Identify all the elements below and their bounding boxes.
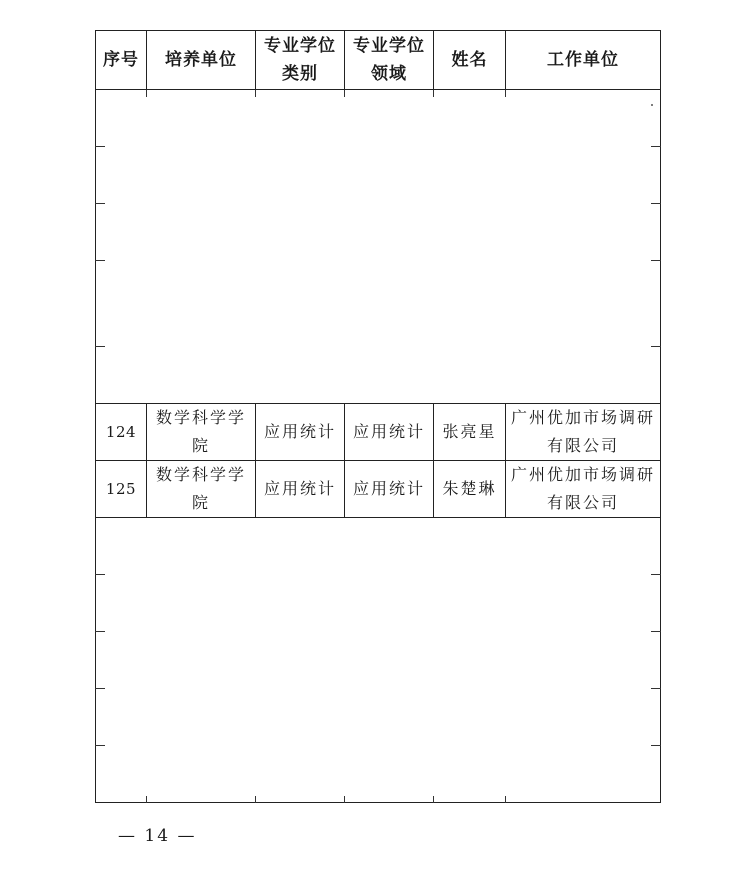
col-stub (505, 90, 506, 97)
row-tick (95, 688, 105, 689)
table-row-125-workplace (506, 461, 660, 517)
col-stub (255, 796, 256, 803)
col-stub (146, 796, 147, 803)
table-row-124-workplace (506, 404, 660, 460)
table-row-125-category (256, 461, 344, 517)
table-row-125-field (345, 461, 433, 517)
col-stub (146, 90, 147, 97)
col-stub (433, 90, 434, 97)
header-name-label: 姓名 (451, 50, 488, 70)
row-tick (651, 631, 661, 632)
header-field-line1: 专业学位 (353, 36, 425, 56)
row-workplace-line2: 有限公司 (546, 436, 619, 455)
header-field (345, 31, 433, 89)
header-workplace-label: 工作单位 (547, 50, 619, 70)
row-seq-value: 125 (105, 480, 137, 498)
header-field-line2: 领域 (371, 64, 407, 84)
row-seq-value: 124 (105, 423, 137, 441)
table-row-124-unit (147, 404, 255, 460)
col-stub (344, 90, 345, 97)
row-workplace-line2: 有限公司 (546, 493, 619, 512)
row-field-value: 应用统计 (352, 479, 425, 498)
header-bottom-rule (95, 89, 661, 90)
col-stub (255, 90, 256, 97)
header-category (256, 31, 344, 89)
table-row-125-seq (96, 461, 146, 517)
header-seq-label: 序号 (103, 50, 139, 70)
row-tick (95, 146, 105, 147)
row-unit-line1: 数学科学学 (155, 465, 246, 484)
row-tick (95, 574, 105, 575)
row-unit-line2: 院 (191, 436, 210, 455)
table-row-124-seq (96, 404, 146, 460)
col-stub (344, 796, 345, 803)
row-name-value: 朱楚琳 (442, 479, 497, 498)
table-row-124-field (345, 404, 433, 460)
table-row-124-category (256, 404, 344, 460)
row-category-value: 应用统计 (263, 422, 336, 441)
row-unit-line2: 院 (191, 493, 210, 512)
row-tick (95, 203, 105, 204)
table-row-125-unit (147, 461, 255, 517)
row-tick (95, 745, 105, 746)
header-workplace (506, 31, 660, 89)
row-tick (95, 631, 105, 632)
row-field-value: 应用统计 (352, 422, 425, 441)
col-stub (433, 796, 434, 803)
header-unit (147, 31, 255, 89)
header-category-line1: 专业学位 (264, 36, 336, 56)
row-workplace-line1: 广州优加市场调研 (510, 408, 655, 427)
row-category-value: 应用统计 (263, 479, 336, 498)
page-number: — 14 — (118, 826, 197, 846)
row-125-bottom-rule (95, 517, 661, 518)
table-row-124-name (434, 404, 505, 460)
row-tick (651, 346, 661, 347)
header-unit-label: 培养单位 (165, 50, 237, 70)
row-name-value: 张亮星 (442, 422, 497, 441)
row-tick (651, 574, 661, 575)
header-category-line2: 类别 (282, 64, 318, 84)
row-tick (651, 745, 661, 746)
row-workplace-line1: 广州优加市场调研 (510, 465, 655, 484)
header-seq (96, 31, 146, 89)
row-tick (651, 203, 661, 204)
row-tick (651, 260, 661, 261)
table-row-125-name (434, 461, 505, 517)
row-tick (95, 346, 105, 347)
row-tick (651, 146, 661, 147)
row-tick (95, 260, 105, 261)
row-tick (651, 688, 661, 689)
header-name (434, 31, 505, 89)
col-stub (505, 796, 506, 803)
row-unit-line1: 数学科学学 (155, 408, 246, 427)
scan-speck (651, 104, 653, 106)
